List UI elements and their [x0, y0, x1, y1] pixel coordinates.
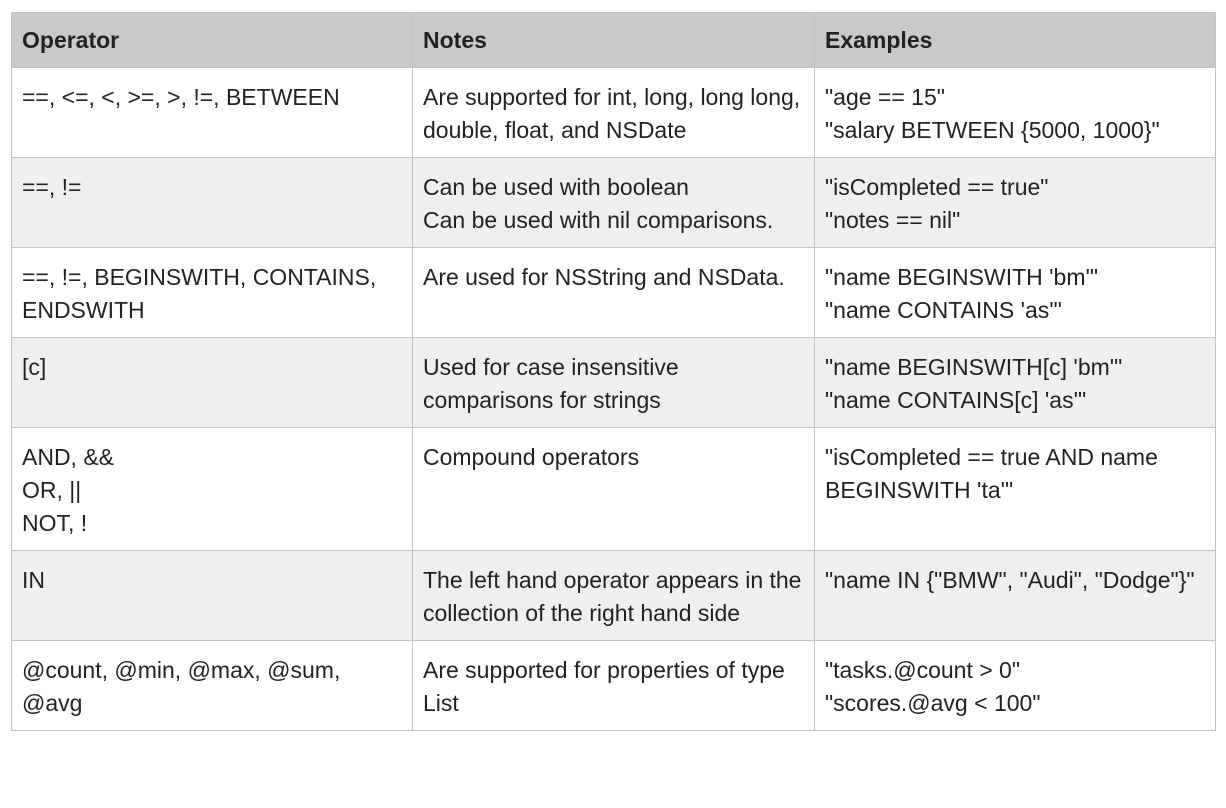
table-row [12, 641, 1216, 731]
examples-cell [815, 248, 1216, 338]
notes-cell [413, 248, 815, 338]
example-text: "tasks.@count > 0" [825, 657, 1021, 683]
notes-text: Can be used with boolean [423, 174, 689, 200]
notes-cell [413, 68, 815, 158]
notes-text: Are supported for properties of type List [423, 657, 792, 716]
notes-text: Are used for NSString and NSData. [423, 264, 785, 290]
notes-text: Can be used with nil comparisons. [423, 207, 774, 233]
table-row [12, 551, 1216, 641]
example-text: "name IN {"BMW", "Audi", "Dodge"}" [825, 567, 1195, 593]
operator-text: AND, && [22, 444, 115, 470]
operator-text: @count, @min, @max, @sum, @avg [22, 657, 347, 716]
notes-text: The left hand operator appears in the collection of the right hand side [423, 567, 808, 626]
example-text: "isCompleted == true AND name BEGINSWITH 'ta'" [825, 444, 1165, 503]
table-row [12, 68, 1216, 158]
table-header-row [12, 13, 1216, 68]
operator-cell [12, 248, 413, 338]
examples-cell [815, 68, 1216, 158]
operator-cell [12, 158, 413, 248]
header-notes: Notes [413, 13, 815, 68]
table-row [12, 248, 1216, 338]
examples-cell [815, 551, 1216, 641]
example-text: "salary BETWEEN {5000, 1000}" [825, 117, 1160, 143]
operator-cell [12, 551, 413, 641]
notes-text: Compound operators [423, 444, 640, 470]
operator-text: IN [22, 567, 45, 593]
example-text: "name BEGINSWITH 'bm'" [825, 264, 1099, 290]
operator-cell [12, 641, 413, 731]
table-row [12, 158, 1216, 248]
operator-text: [c] [22, 354, 47, 380]
example-text: "age == 15" [825, 84, 945, 110]
operators-table [11, 12, 1216, 731]
operator-text: ==, <=, <, >=, >, !=, BETWEEN [22, 84, 340, 110]
operator-text: ==, !=, BEGINSWITH, CONTAINS, ENDSWITH [22, 264, 383, 323]
notes-text: Are supported for int, long, long long, double, float, and NSDate [423, 84, 807, 143]
operator-text: OR, || [22, 477, 82, 503]
notes-text: Used for case insensitive comparisons for strings [423, 354, 686, 413]
notes-cell [413, 551, 815, 641]
example-text: "scores.@avg < 100" [825, 690, 1041, 716]
notes-cell [413, 338, 815, 428]
examples-cell [815, 158, 1216, 248]
examples-cell [815, 428, 1216, 551]
operator-cell [12, 68, 413, 158]
operator-cell [12, 428, 413, 551]
header-operator: Operator [12, 13, 413, 68]
notes-cell [413, 428, 815, 551]
operator-text: NOT, ! [22, 510, 88, 536]
table-row [12, 338, 1216, 428]
notes-cell [413, 158, 815, 248]
examples-cell [815, 338, 1216, 428]
example-text: "name CONTAINS 'as'" [825, 297, 1062, 323]
header-examples: Examples [815, 13, 1216, 68]
operator-cell [12, 338, 413, 428]
notes-cell [413, 641, 815, 731]
operator-text: ==, != [22, 174, 82, 200]
example-text: "isCompleted == true" [825, 174, 1049, 200]
example-text: "notes == nil" [825, 207, 961, 233]
examples-cell [815, 641, 1216, 731]
table-row [12, 428, 1216, 551]
example-text: "name BEGINSWITH[c] 'bm'" [825, 354, 1123, 380]
example-text: "name CONTAINS[c] 'as'" [825, 387, 1087, 413]
